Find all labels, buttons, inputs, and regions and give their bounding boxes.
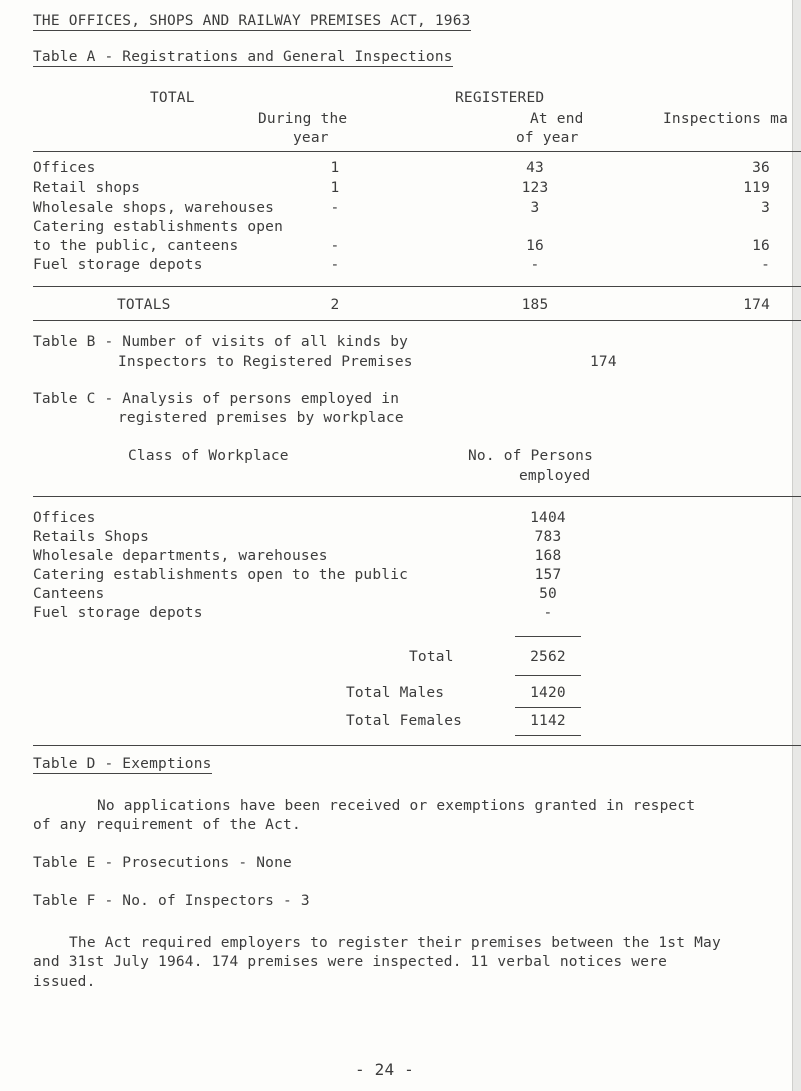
table-d-text-line-1: No applications have been received or exemptions granted in respect — [97, 798, 696, 814]
table-a-totals-label: TOTALS — [117, 297, 171, 313]
table-a-row-end: 43 — [526, 160, 544, 176]
table-c-subtitle: registered premises by workplace — [118, 410, 404, 426]
table-c-females-label: Total Females — [346, 713, 463, 729]
table-a-title: Table A - Registrations and General Inspections — [33, 49, 453, 65]
table-f-line: Table F - No. of Inspectors - 3 — [33, 893, 310, 909]
table-c-row-label: Wholesale departments, warehouses — [33, 548, 328, 564]
table-c-total-label: Total — [409, 649, 454, 665]
table-c-females-value: 1142 — [530, 713, 566, 729]
table-a-row-label: Catering establishments open — [33, 219, 284, 235]
table-b-title: Table B - Number of visits of all kinds by — [33, 334, 409, 350]
table-a-totals-end: 185 — [521, 297, 549, 313]
table-a-row-label: to the public, canteens — [33, 238, 239, 254]
table-a-row-end: 3 — [530, 200, 540, 216]
table-b-value: 174 — [590, 354, 617, 370]
table-c-row-value: 50 — [539, 586, 557, 602]
table-c-total-rule — [515, 636, 581, 637]
table-a-row-insp: 16 — [752, 238, 770, 254]
table-a-row-label: Offices — [33, 160, 96, 176]
table-a-col-total: TOTAL — [150, 90, 195, 106]
table-b-subtitle: Inspectors to Registered Premises — [118, 354, 413, 370]
table-a-row-end: - — [530, 257, 540, 273]
table-c-col-persons-2: employed — [519, 468, 591, 484]
closing-line-3: issued. — [33, 974, 96, 990]
table-a-row-label: Retail shops — [33, 180, 141, 196]
table-c-row-label: Offices — [33, 510, 96, 526]
table-c-row-value: 1404 — [530, 510, 566, 526]
table-c-bottom-rule — [33, 745, 801, 746]
table-a-row-label: Wholesale shops, warehouses — [33, 200, 275, 216]
table-a-row-during: 1 — [330, 160, 340, 176]
table-c-title: Table C - Analysis of persons employed in — [33, 391, 400, 407]
table-c-col-class: Class of Workplace — [128, 448, 289, 464]
table-e-line: Table E - Prosecutions - None — [33, 855, 292, 871]
table-a-row-insp: - — [761, 257, 770, 273]
table-a-header-rule — [33, 151, 801, 152]
table-a-col-end-2: of year — [516, 130, 579, 146]
table-a-totals-during: 2 — [330, 297, 340, 313]
table-c-row-label: Canteens — [33, 586, 105, 602]
table-a-row-during: - — [330, 238, 340, 254]
table-a-totals-rule — [33, 286, 801, 287]
table-a-row-during: 1 — [330, 180, 340, 196]
table-c-row-label: Catering establishments open to the public — [33, 567, 409, 583]
table-a-row-insp: 36 — [752, 160, 770, 176]
page-number: - 24 - — [355, 1060, 414, 1079]
table-c-row-value: 157 — [534, 567, 562, 583]
table-a-totals-insp: 174 — [743, 297, 770, 313]
table-c-males-value: 1420 — [530, 685, 566, 701]
table-a-bottom-rule — [33, 320, 801, 321]
table-a-col-during-1: During the — [258, 111, 348, 127]
table-c-males-rule — [515, 675, 581, 676]
table-a-row-end: 16 — [526, 238, 544, 254]
table-a-row-during: - — [330, 200, 340, 216]
closing-line-2: and 31st July 1964. 174 premises were inspected. 11 verbal notices were — [33, 954, 668, 970]
table-c-row-value: - — [543, 605, 553, 621]
page-edge — [792, 0, 801, 1091]
table-d-title: Table D - Exemptions — [33, 756, 212, 772]
table-a-row-insp: 119 — [743, 180, 770, 196]
table-c-males-label: Total Males — [346, 685, 445, 701]
table-a-col-during-2: year — [293, 130, 329, 146]
table-c-col-persons-1: No. of Persons — [468, 448, 594, 464]
table-c-row-label: Retails Shops — [33, 529, 150, 545]
closing-line-1: The Act required employers to register their premises between the 1st May — [69, 935, 721, 951]
table-c-females-underline — [515, 735, 581, 736]
table-c-header-rule — [33, 496, 801, 497]
table-c-row-label: Fuel storage depots — [33, 605, 203, 621]
table-c-total-value: 2562 — [530, 649, 566, 665]
table-a-row-during: - — [330, 257, 340, 273]
table-d-text-line-2: of any requirement of the Act. — [33, 817, 301, 833]
document-header: THE OFFICES, SHOPS AND RAILWAY PREMISES ACT, 1963 — [33, 13, 471, 29]
table-c-row-value: 168 — [534, 548, 562, 564]
table-a-row-label: Fuel storage depots — [33, 257, 203, 273]
table-c-males-underline — [515, 707, 581, 708]
table-a-row-insp: 3 — [761, 200, 770, 216]
table-a-col-inspections: Inspections ma — [663, 111, 789, 127]
table-c-row-value: 783 — [534, 529, 562, 545]
table-a-row-end: 123 — [521, 180, 549, 196]
table-a-col-registered: REGISTERED — [455, 90, 545, 106]
table-a-col-end-1: At end — [530, 111, 584, 127]
